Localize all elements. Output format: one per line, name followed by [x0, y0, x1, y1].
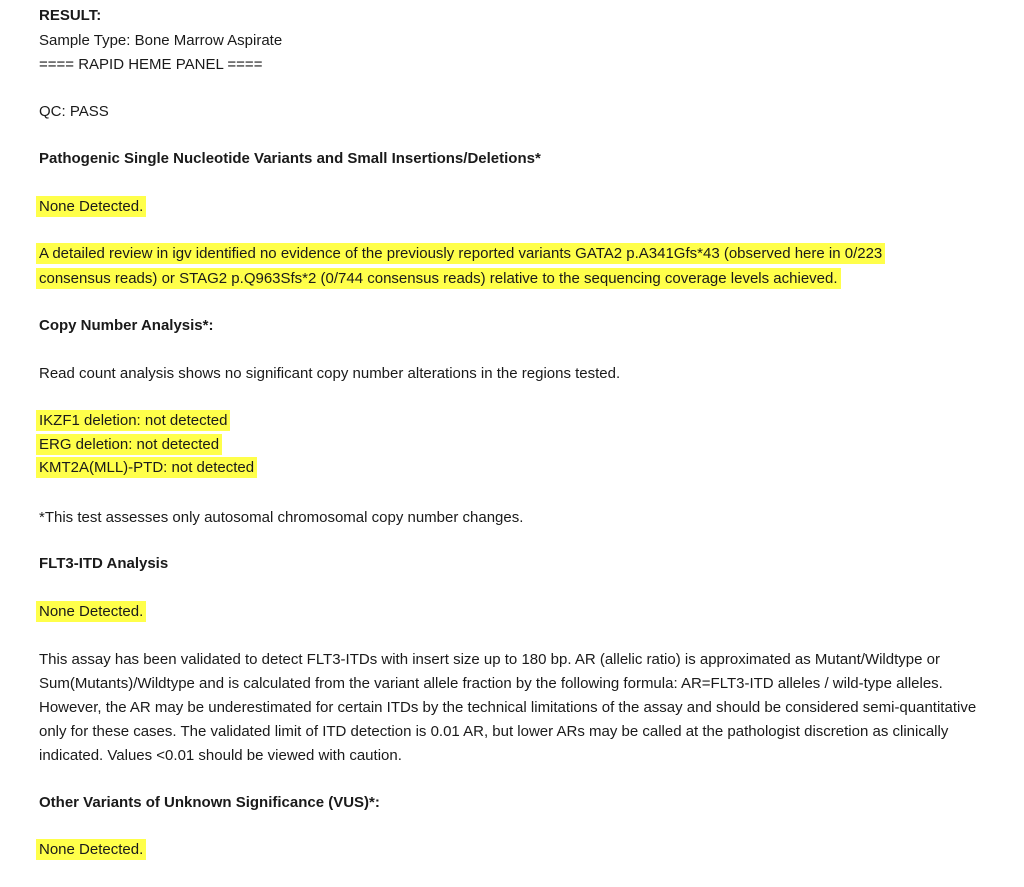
snv-review-line-2-text: consensus reads) or STAG2 p.Q963Sfs*2 (0/744 consensus reads) relative to the sequencing coverage levels achieved. [36, 268, 841, 289]
flt3-heading: FLT3-ITD Analysis [39, 555, 169, 572]
vus-result-text: None Detected. [36, 839, 146, 860]
flt3-result-text: None Detected. [36, 601, 146, 622]
cna-footnote: *This test assesses only autosomal chromosomal copy number changes. [39, 509, 524, 526]
snv-result [39, 197, 146, 217]
snv-review-line-1 [39, 244, 885, 264]
cna-summary: Read count analysis shows no significant copy number alterations in the regions tested. [39, 365, 621, 382]
panel-name: ==== RAPID HEME PANEL ==== [39, 56, 263, 73]
snv-review-line-1-text: A detailed review in igv identified no evidence of the previously reported variants GATA2 p.A341Gfs*43 (observed here in 0/223 [36, 243, 885, 264]
cna-item-kmt2a [39, 458, 257, 478]
cna-item-ikzf1 [39, 411, 230, 431]
cna-item-text: KMT2A(MLL)-PTD: not detected [36, 457, 257, 478]
flt3-description: This assay has been validated to detect FLT3-ITDs with insert size up to 180 bp. AR (allelic ratio) is approximated as Mutant/Wildtype or Sum(Mutants)/Wildtype and is calculated from the variant allele fraction by the following formula: AR=FLT3-ITD alleles / wild-type alleles. However, the AR may be underestimated for certain ITDs by the technical limitations of the assay and should be considered semi-quantitative only for these cases. The validated limit of ITD detection is 0.01 AR, but lower ARs may be called at the pathologist discretion as clinically indicated. Values <0.01 should be viewed with caution. [39, 651, 977, 764]
snv-result-text: None Detected. [36, 196, 146, 217]
vus-result [39, 840, 146, 860]
vus-heading: Other Variants of Unknown Significance (VUS)*: [39, 794, 380, 811]
cna-item-text: ERG deletion: not detected [36, 434, 222, 455]
flt3-result [39, 602, 146, 622]
snv-review-line-2 [39, 269, 841, 289]
cna-heading: Copy Number Analysis*: [39, 317, 214, 334]
cna-item-erg [39, 435, 222, 455]
qc-status: QC: PASS [39, 103, 109, 120]
snv-heading: Pathogenic Single Nucleotide Variants and Small Insertions/Deletions* [39, 150, 541, 167]
result-heading: RESULT: [39, 7, 102, 24]
cna-item-text: IKZF1 deletion: not detected [36, 410, 230, 431]
sample-type: Sample Type: Bone Marrow Aspirate [39, 32, 283, 49]
